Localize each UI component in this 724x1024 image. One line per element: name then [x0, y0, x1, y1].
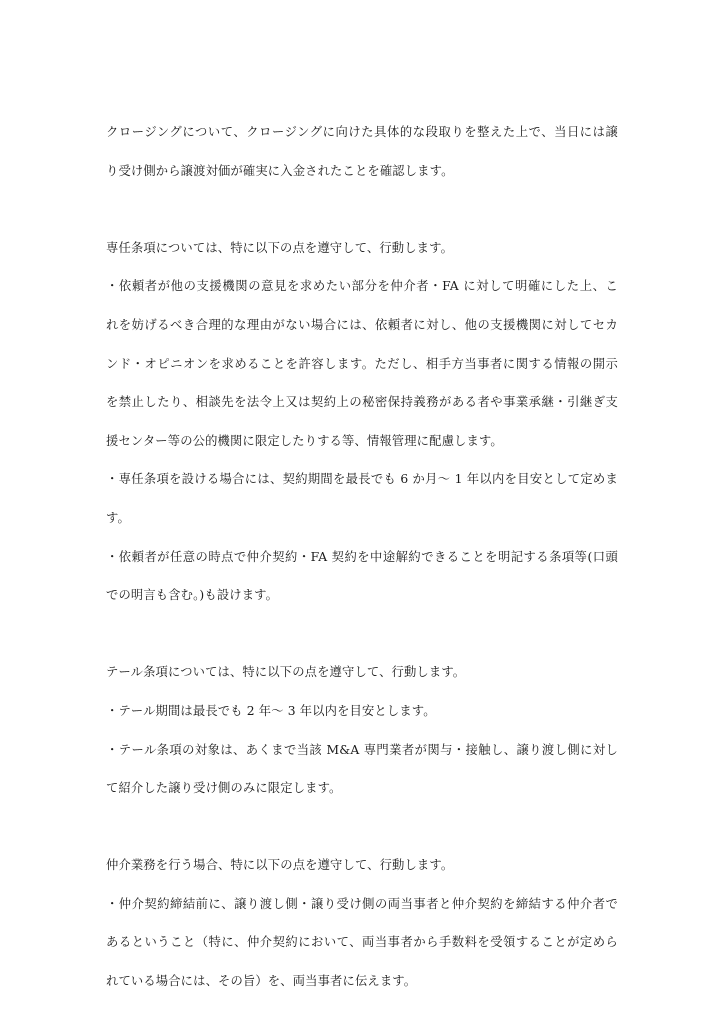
- text-line: ・依頼者が任意の時点で仲介契約・FA 契約を中途解約できることを明記する条項等(口頭: [106, 549, 618, 564]
- text-line: クロージングについて、クロージングに向けた具体的な段取りを整えた上で、当日には譲: [106, 125, 618, 139]
- text-line: 専任条項については、特に以下の点を遵守して、行動します。: [106, 240, 454, 255]
- text-line: テール条項については、特に以下の点を遵守して、行動します。: [106, 665, 466, 680]
- paragraph-exclusive-clause: [106, 240, 618, 603]
- text-line: あるということ（特に、仲介契約において、両当事者から手数料を受領することが定めら: [106, 935, 618, 950]
- text-line: ・テール期間は最長でも 2 年～ 3 年以内を目安とします。: [106, 703, 436, 718]
- text-line: て紹介した譲り受け側のみに限定します。: [106, 781, 342, 796]
- text-line: ンド・オピニオンを求めることを許容します。ただし、相手方当事者に関する情報の開示: [106, 356, 618, 371]
- text-line: 仲介業務を行う場合、特に以下の点を遵守して、行動します。: [106, 858, 454, 873]
- text-line: す。: [106, 510, 130, 525]
- paragraph-closing: [106, 124, 618, 179]
- text-line: を禁止したり、相談先を法令上又は契約上の秘密保持義務がある者や事業承継・引継ぎ支: [106, 395, 618, 410]
- text-line: れている場合には、その旨）を、両当事者に伝えます。: [106, 974, 417, 989]
- paragraph-gap: [106, 201, 618, 240]
- text-line: 援センター等の公的機関に限定したりする等、情報管理に配慮します。: [106, 433, 503, 448]
- text-line: ・テール条項の対象は、あくまで当該 M&A 専門業者が関与・接触し、譲り渡し側に対し: [106, 742, 618, 757]
- paragraph-gap: [106, 626, 618, 665]
- paragraph-gap: [106, 819, 618, 858]
- text-line: ・専任条項を設ける場合には、契約期間を最長でも 6 か月～ 1 年以内を目安として定めま: [106, 472, 618, 487]
- text-line: ・仲介契約締結前に、譲り渡し側・譲り受け側の両当事者と仲介契約を締結する仲介者で: [106, 896, 618, 911]
- text-line: での明言も含む。)も設けます。: [106, 588, 279, 603]
- paragraph-tail-clause: [106, 664, 618, 796]
- document-page: [106, 124, 618, 1012]
- paragraph-brokerage: [106, 857, 618, 989]
- text-line: り受け側から譲渡対価が確実に入金されたことを確認します。: [106, 163, 454, 178]
- text-line: ・依頼者が他の支援機関の意見を求めたい部分を仲介者・FA に対して明確にした上、こ: [106, 279, 618, 294]
- text-line: れを妨げるべき合理的な理由がない場合には、依頼者に対し、他の支援機関に対してセカ: [106, 317, 618, 332]
